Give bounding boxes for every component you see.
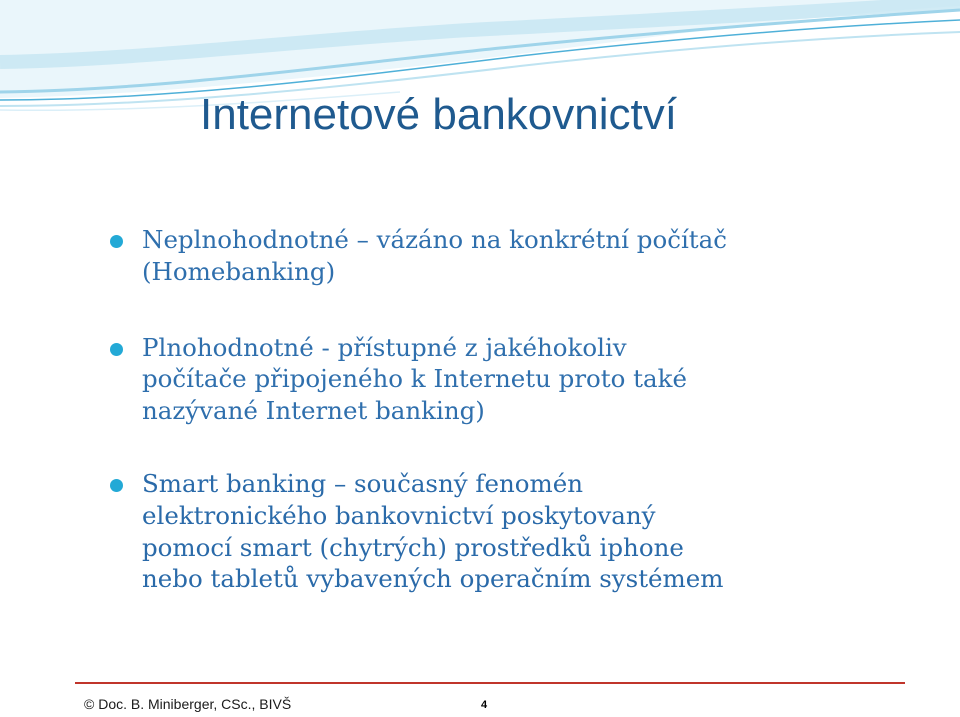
bullet-line: Neplnohodnotné – vázáno na konkrétní počítač <box>142 225 727 254</box>
bullet-line: pomocí smart (chytrých) prostředků iphone <box>142 532 684 562</box>
bullet-item <box>110 468 910 595</box>
slide-title: Internetové bankovnictví <box>200 90 677 139</box>
bullet-line: počítače připojeného k Internetu proto také <box>142 364 687 394</box>
footer-divider <box>75 682 905 684</box>
page-number: 4 <box>481 699 488 711</box>
bullet-list <box>110 224 910 595</box>
bullet-item <box>110 332 910 427</box>
bullet-line: nazývané Internet banking) <box>142 396 485 426</box>
bullet-line: Plnohodnotné - přístupné z jakéhokoliv <box>142 332 627 362</box>
bullet-line: Smart banking – současný fenomén <box>142 468 584 498</box>
bullet-item <box>110 224 910 288</box>
bullet-line: (Homebanking) <box>142 256 336 286</box>
footer-author: © Doc. B. Miniberger, CSc., BIVŠ <box>84 696 292 712</box>
bullet-line: elektronického bankovnictví poskytovaný <box>142 500 656 530</box>
bullet-line: nebo tabletů vybavených operačním systémem <box>142 564 724 594</box>
